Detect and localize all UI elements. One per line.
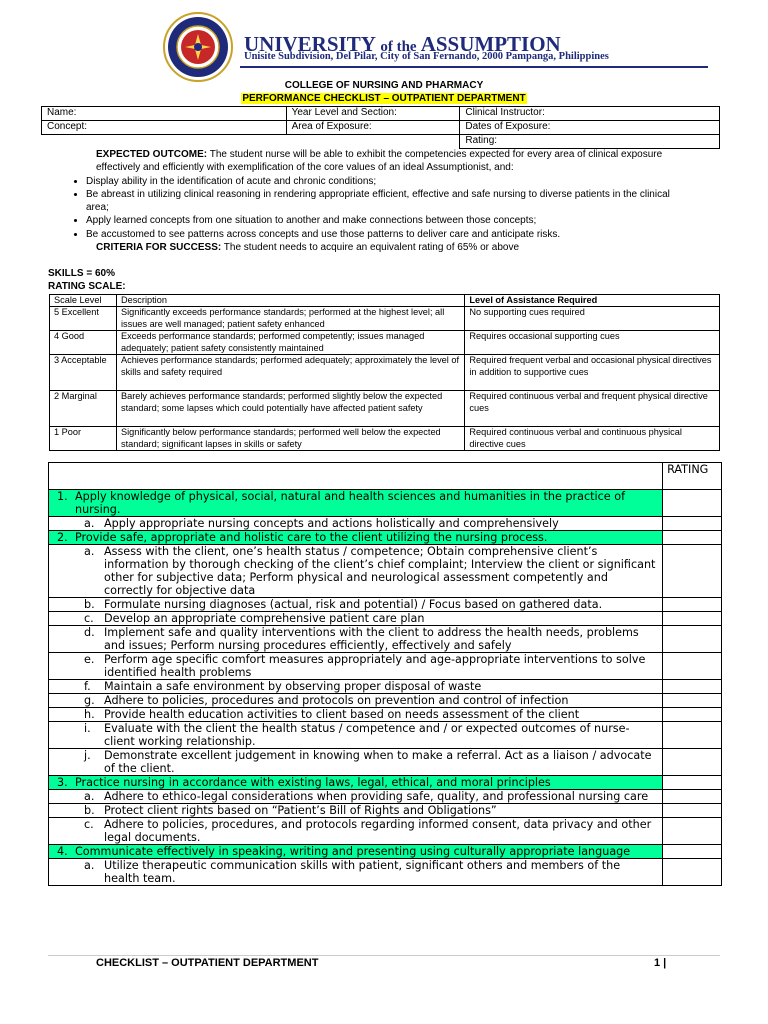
criteria-section: [49, 531, 722, 545]
criteria-number: 3.: [57, 776, 68, 789]
outcome-bullet: • Be abreast in utilizing clinical reasoning in rendering appropriate efficient, effective and safe nursing to diverse patients in the clinical area;: [86, 188, 688, 215]
criteria-letter: b.: [84, 804, 95, 817]
criteria-section: [49, 776, 722, 790]
footer-title: CHECKLIST – OUTPATIENT DEPARTMENT: [96, 957, 319, 969]
rating-cell[interactable]: [663, 517, 722, 531]
criteria-number: 2.: [57, 531, 68, 544]
criteria-item: [49, 804, 722, 818]
footer-rule: [48, 955, 720, 956]
criteria-item: [49, 859, 722, 886]
rating-cell[interactable]: [663, 626, 722, 653]
rating-cell[interactable]: [663, 653, 722, 680]
rating-cell[interactable]: [663, 612, 722, 626]
criteria-letter: a.: [84, 790, 95, 803]
rating-cell[interactable]: [663, 818, 722, 845]
criteria-item: [49, 517, 722, 531]
checklist-header-blank: [49, 463, 663, 490]
criteria-item: [49, 708, 722, 722]
scale-header-level: Scale Level: [50, 295, 117, 307]
expected-outcome: [48, 148, 688, 254]
dates-field[interactable]: Dates of Exposure:: [460, 121, 720, 135]
area-field[interactable]: Area of Exposure:: [286, 121, 460, 135]
criteria-number: 4.: [57, 845, 68, 858]
criteria-text: Develop an appropriate comprehensive patient care plan: [104, 612, 425, 625]
university-name: UNIVERSITY of the ASSUMPTION: [244, 32, 561, 56]
criteria-item: [49, 626, 722, 653]
criteria-section: [49, 845, 722, 859]
name-field[interactable]: Name:: [42, 107, 287, 121]
criteria-text: Maintain a safe environment by observing proper disposal of waste: [104, 680, 482, 693]
scale-level: 3 Acceptable: [50, 355, 117, 391]
criteria-text: Protect client rights based on “Patient’s Bill of Rights and Obligations”: [104, 804, 497, 817]
university-seal: [163, 12, 233, 82]
criteria-letter: f.: [84, 680, 91, 693]
criteria-item: [49, 749, 722, 776]
criteria-item: [49, 694, 722, 708]
scale-row: [50, 331, 720, 355]
scale-header-desc: Description: [116, 295, 464, 307]
criteria-item: [49, 818, 722, 845]
instructor-field[interactable]: Clinical Instructor:: [460, 107, 720, 121]
criteria-text: Adhere to policies, procedures and protocols on prevention and control of infection: [104, 694, 569, 707]
criteria-text: Provide safe, appropriate and holistic care to the client utilizing the nursing process.: [75, 531, 548, 544]
criteria-text: Formulate nursing diagnoses (actual, risk and potential) / Focus based on gathered data.: [104, 598, 603, 611]
criteria-letter: j.: [84, 749, 91, 762]
rating-cell[interactable]: [663, 708, 722, 722]
rating-cell[interactable]: [663, 490, 722, 517]
rating-scale-table: [49, 294, 720, 451]
outcome-label: EXPECTED OUTCOME:: [96, 149, 208, 160]
criteria-letter: h.: [84, 708, 95, 721]
skills-weight: SKILLS = 60%: [48, 268, 115, 279]
rating-cell[interactable]: [663, 680, 722, 694]
criteria-item: [49, 653, 722, 680]
student-info-table: [41, 106, 720, 149]
criteria-section: [49, 490, 722, 517]
criteria-text: The student needs to acquire an equivalent rating of 65% or above: [221, 242, 520, 254]
scale-assist: Required frequent verbal and occasional physical directives in addition to supportive cues: [465, 355, 720, 391]
year-level-field[interactable]: Year Level and Section:: [286, 107, 460, 121]
criteria-letter: a.: [84, 517, 95, 530]
criteria-text: Adhere to policies, procedures, and protocols regarding informed consent, data privacy and other legal documents.: [104, 818, 652, 844]
criteria-letter: b.: [84, 598, 95, 611]
criteria-item: [49, 612, 722, 626]
rating-cell[interactable]: [663, 790, 722, 804]
scale-desc: Exceeds performance standards; performed competently; issues managed adequately; patient safety consistently maintained: [116, 331, 464, 355]
criteria-letter: a.: [84, 859, 95, 872]
criteria-letter: c.: [84, 612, 94, 625]
checklist-title: PERFORMANCE CHECKLIST – OUTPATIENT DEPARTMENT: [242, 93, 526, 104]
scale-level: 4 Good: [50, 331, 117, 355]
criteria-item: [49, 545, 722, 598]
criteria-label: CRITERIA FOR SUCCESS:: [96, 242, 222, 254]
scale-assist: No supporting cues required: [465, 307, 720, 331]
scale-row: [50, 355, 720, 391]
info-spacer: [42, 135, 287, 149]
scale-desc: Achieves performance standards; performed adequately; approximately the level of skills and safety required: [116, 355, 464, 391]
outcome-text: The student nurse will be able to exhibit the competencies expected for every area of clinical exposure effectively and efficiently with exemplification of the core values of an ideal Assumptionist, and:: [96, 149, 663, 174]
university-address: Unisite Subdivision, Del Pilar, City of San Fernando, 2000 Pampanga, Philippines: [244, 51, 609, 62]
criteria-text: Implement safe and quality interventions with the client to address the health needs, problems and issues; Perform nursing procedures efficiently, effectively and safely: [104, 626, 639, 652]
info-spacer: [286, 135, 460, 149]
criteria-text: Communicate effectively in speaking, writing and presenting using culturally appropriate language: [75, 845, 631, 858]
scale-desc: Significantly exceeds performance standards; performed at the highest level; all issues are well managed; patient safety enhanced: [116, 307, 464, 331]
scale-row: [50, 307, 720, 331]
concept-field[interactable]: Concept:: [42, 121, 287, 135]
criteria-item: [49, 790, 722, 804]
scale-row: [50, 427, 720, 451]
criteria-text: Provide health education activities to client based on needs assessment of the client: [104, 708, 580, 721]
rating-cell[interactable]: [663, 859, 722, 886]
criteria-text: Perform age specific comfort measures appropriately and age-appropriate interventions to solve identified health problems: [104, 653, 646, 679]
scale-level: 5 Excellent: [50, 307, 117, 331]
criteria-letter: a.: [84, 545, 95, 558]
criteria-item: [49, 722, 722, 749]
rating-cell[interactable]: [663, 722, 722, 749]
rating-cell[interactable]: [663, 804, 722, 818]
outcome-list: [48, 175, 688, 241]
criteria-number: 1.: [57, 490, 68, 503]
rating-column-header: RATING: [663, 463, 722, 490]
rating-cell[interactable]: [663, 749, 722, 776]
scale-desc: Barely achieves performance standards; performed slightly below the expected standard; some lapses which could potentially have affected patient safety: [116, 391, 464, 427]
rating-field[interactable]: Rating:: [460, 135, 720, 149]
rating-cell[interactable]: [663, 531, 722, 545]
criteria-text: Demonstrate excellent judgement in knowing when to make a referral. Act as a liaison / advocate of the client.: [104, 749, 652, 775]
criteria-letter: c.: [84, 818, 94, 831]
criteria-text: Adhere to ethico-legal considerations when providing safe, quality, and professional nursing care: [104, 790, 649, 803]
criteria-item: [49, 680, 722, 694]
rating-scale-title: RATING SCALE:: [48, 281, 126, 292]
rating-cell[interactable]: [663, 845, 722, 859]
rating-cell[interactable]: [663, 545, 722, 598]
rating-cell[interactable]: [663, 598, 722, 612]
scale-assist: Required continuous verbal and continuous physical directive cues: [465, 427, 720, 451]
criteria-text: Evaluate with the client the health status / competence and / or expected outcomes of nurse-client working relationship.: [104, 722, 630, 748]
outcome-bullet: • Be accustomed to see patterns across concepts and use those patterns to deliver care and anticipate risks.: [86, 228, 688, 241]
header-rule: [240, 66, 708, 68]
criteria-text: Apply appropriate nursing concepts and actions holistically and comprehensively: [104, 517, 559, 530]
college-name: COLLEGE OF NURSING AND PHARMACY: [284, 80, 484, 91]
criteria-letter: d.: [84, 626, 95, 639]
criteria-text: Practice nursing in accordance with existing laws, legal, ethical, and moral principles: [75, 776, 551, 789]
criteria-item: [49, 598, 722, 612]
outcome-bullet: • Display ability in the identification of acute and chronic conditions;: [86, 175, 688, 188]
criteria-text: Assess with the client, one’s health status / competence; Obtain comprehensive client’s information by thorough checking of the client’s chief complaint; Interview the client or significant other for subjective data; Perform physical and neurological assessment competently and correctly for objective data: [104, 545, 656, 597]
scale-assist: Required continuous verbal and frequent physical directive cues: [465, 391, 720, 427]
scale-header-assist: Level of Assistance Required: [465, 295, 720, 307]
scale-desc: Significantly below performance standards; performed well below the expected standard; significant lapses in skills or safety: [116, 427, 464, 451]
criteria-letter: i.: [84, 722, 91, 735]
rating-cell[interactable]: [663, 694, 722, 708]
checklist-table: [48, 462, 722, 886]
criteria-text: Utilize therapeutic communication skills with patient, significant others and members of the health team.: [104, 859, 621, 885]
criteria-letter: e.: [84, 653, 95, 666]
rating-cell[interactable]: [663, 776, 722, 790]
outcome-bullet: • Apply learned concepts from one situation to another and make connections between those concepts;: [86, 214, 688, 227]
scale-level: 1 Poor: [50, 427, 117, 451]
scale-assist: Requires occasional supporting cues: [465, 331, 720, 355]
criteria-text: Apply knowledge of physical, social, natural and health sciences and humanities in the practice of nursing.: [75, 490, 626, 516]
scale-row: [50, 391, 720, 427]
page-number: 1 |: [654, 957, 667, 969]
scale-level: 2 Marginal: [50, 391, 117, 427]
criteria-letter: g.: [84, 694, 95, 707]
